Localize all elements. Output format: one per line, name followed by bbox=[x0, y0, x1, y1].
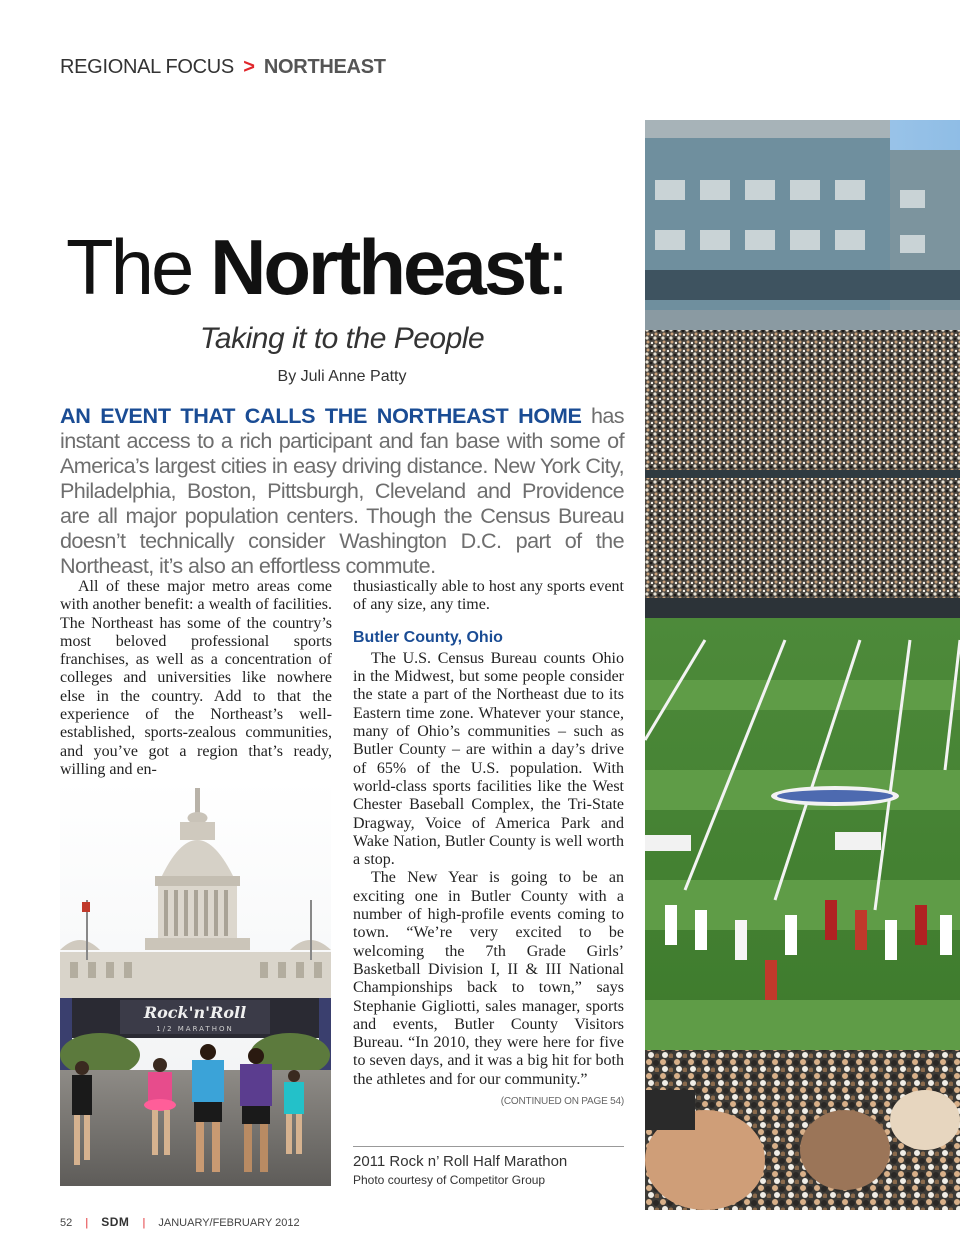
marathon-photo bbox=[60, 780, 331, 1186]
continued-notice: (CONTINUED ON PAGE 54) bbox=[500, 1096, 624, 1108]
section-separator: > bbox=[243, 56, 255, 78]
article-title bbox=[66, 223, 566, 311]
footer-divider-1: | bbox=[85, 1217, 89, 1229]
body-paragraph-1-continued: thusiastically able to host any sports event of any size, any time. bbox=[353, 578, 624, 614]
caption-title: 2011 Rock n’ Roll Half Marathon bbox=[353, 1153, 568, 1170]
body-paragraph-3-text: The New Year is going to be an exciting one in Butler County with a number of high-profile events coming to town. “We’re very excited to be welcoming the 7th Grade Girls’ Basketball Division I, II & III National Championships back to town,” says Stephanie Gigliotti, sales manager, sports and events, Butler County Visitors Bureau. “In 2010, they were here for five to seven days, and it was a big hit for both the athletes and for our community.” bbox=[353, 869, 624, 1088]
footer-divider-2: | bbox=[142, 1217, 146, 1229]
issue-date: JANUARY/FEBRUARY 2012 bbox=[158, 1217, 300, 1229]
article-subtitle: Taking it to the People bbox=[199, 322, 485, 355]
banner-text: Rock'n'Roll bbox=[143, 1003, 247, 1022]
subhead-butler-county: Butler County, Ohio bbox=[353, 628, 503, 646]
body-paragraph-2: The U.S. Census Bureau counts Ohio in the Midwest, but some people consider the state a part of the Northeast due to its Eastern time zone. Whatever your stance, many of Ohio’s communities – such as Butler County – are within a day’s drive of 65% of the U.S. population. With world-class sports facilities like the West Chester Baseball Complex, the Tri-State Dragway, Voice of America Park and Wake Nation, Butler County is well worth a stop. bbox=[353, 649, 624, 869]
stadium-photo bbox=[645, 120, 960, 1210]
marathon-photo-art bbox=[60, 780, 331, 1186]
title-bold: Northeast bbox=[210, 223, 548, 311]
lead-text: has instant access to a rich participant and fan base with some of America’s largest cities in easy driving distance. New York City, Philadelphia, Boston, Pittsburgh, Cleveland and Providence are all major population centers. Though the Census Bureau doesn’t technically consider Washington D.C. part of the Northeast, it’s also an effortless commute. bbox=[60, 403, 625, 578]
lead-caps: AN EVENT THAT CALLS THE NORTHEAST HOME bbox=[60, 403, 582, 428]
body-paragraph-3 bbox=[353, 869, 624, 1108]
article-byline: By Juli Anne Patty bbox=[277, 368, 407, 385]
section-header bbox=[60, 56, 386, 79]
caption-credit: Photo courtesy of Competitor Group bbox=[353, 1173, 546, 1187]
body-column-right bbox=[353, 578, 624, 1111]
caption-divider bbox=[353, 1146, 624, 1147]
title-colon: : bbox=[547, 223, 566, 311]
banner-sub: 1/2 MARATHON bbox=[156, 1025, 234, 1033]
magazine-name: SDM bbox=[101, 1215, 130, 1229]
title-light: The bbox=[66, 223, 211, 311]
page-number: 52 bbox=[60, 1217, 73, 1229]
body-column-left bbox=[60, 578, 332, 779]
section-area: NORTHEAST bbox=[263, 56, 386, 78]
page-footer bbox=[60, 1215, 300, 1229]
body-paragraph-1: All of these major metro areas come with another benefit: a wealth of facilities. The Northeast has some of the country’s most beloved professional sports franchises, as well as a concentration of colleges and universities like nowhere else in the country. Add to that the experience of the Northeast’s well-established, sports-zealous communities, and you’ve got a region that’s ready, willing and en- bbox=[60, 578, 332, 778]
lead-paragraph bbox=[60, 403, 624, 578]
stadium-photo-art bbox=[645, 120, 960, 1210]
section-region: REGIONAL FOCUS bbox=[60, 56, 234, 78]
